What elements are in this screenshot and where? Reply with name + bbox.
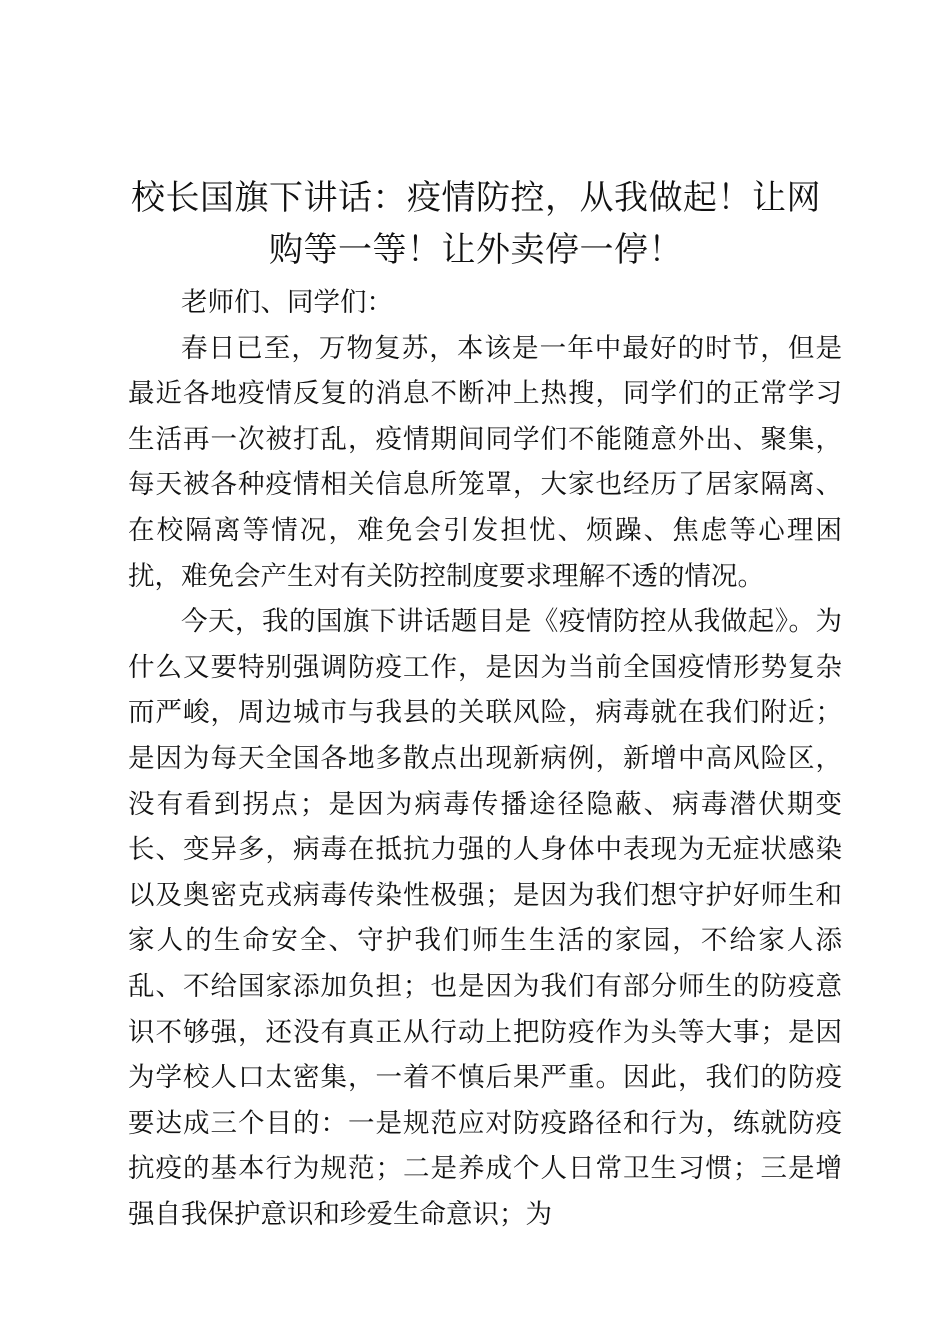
- document-title: 校长国旗下讲话：疫情防控，从我做起！让网购等一等！让外卖停一停！: [131, 178, 821, 270]
- paragraph-2: 今天，我的国旗下讲话题目是《疫情防控从我做起》。为什么又要特别强调防疫工作，是因为当前全国疫情形势复杂而严峻，周边城市与我县的关联风险，病毒就在我们附近；是因为每天全国各地多散点出现新病例，新增中高风险区，没有看到拐点；是因为病毒传播途径隐蔽、病毒潜伏期变长、变异多，病毒在抵抗力强的人身体中表现为无症状感染以及奥密克戎病毒传染性极强；是因为我们想守护好师生和家人的生命安全、守护我们师生生活的家园，不给家人添乱、不给国家添加负担；也是因为我们有部分师生的防疫意识不够强，还没有真正从行动上把防疫作为头等大事；是因为学校人口太密集，一着不慎后果严重。因此，我们的防疫要达成三个目的：一是规范应对防疫路径和行为，练就防疫抗疫的基本行为规范；二是养成个人日常卫生习惯；三是增强自我保护意识和珍爱生命意识；为: [128, 606, 842, 1230]
- greeting: 老师们、同学们：: [181, 287, 393, 318]
- document-body: [128, 280, 842, 1237]
- paragraph-1: 春日已至，万物复苏，本该是一年中最好的时节，但是最近各地疫情反复的消息不断冲上热搜，同学们的正常学习生活再一次被打乱，疫情期间同学们不能随意外出、聚集，每天被各种疫情相关信息所笼罩，大家也经历了居家隔离、在校隔离等情况，难免会引发担忧、烦躁、焦虑等心理困扰，难免会产生对有关防控制度要求理解不透的情况。: [128, 332, 842, 592]
